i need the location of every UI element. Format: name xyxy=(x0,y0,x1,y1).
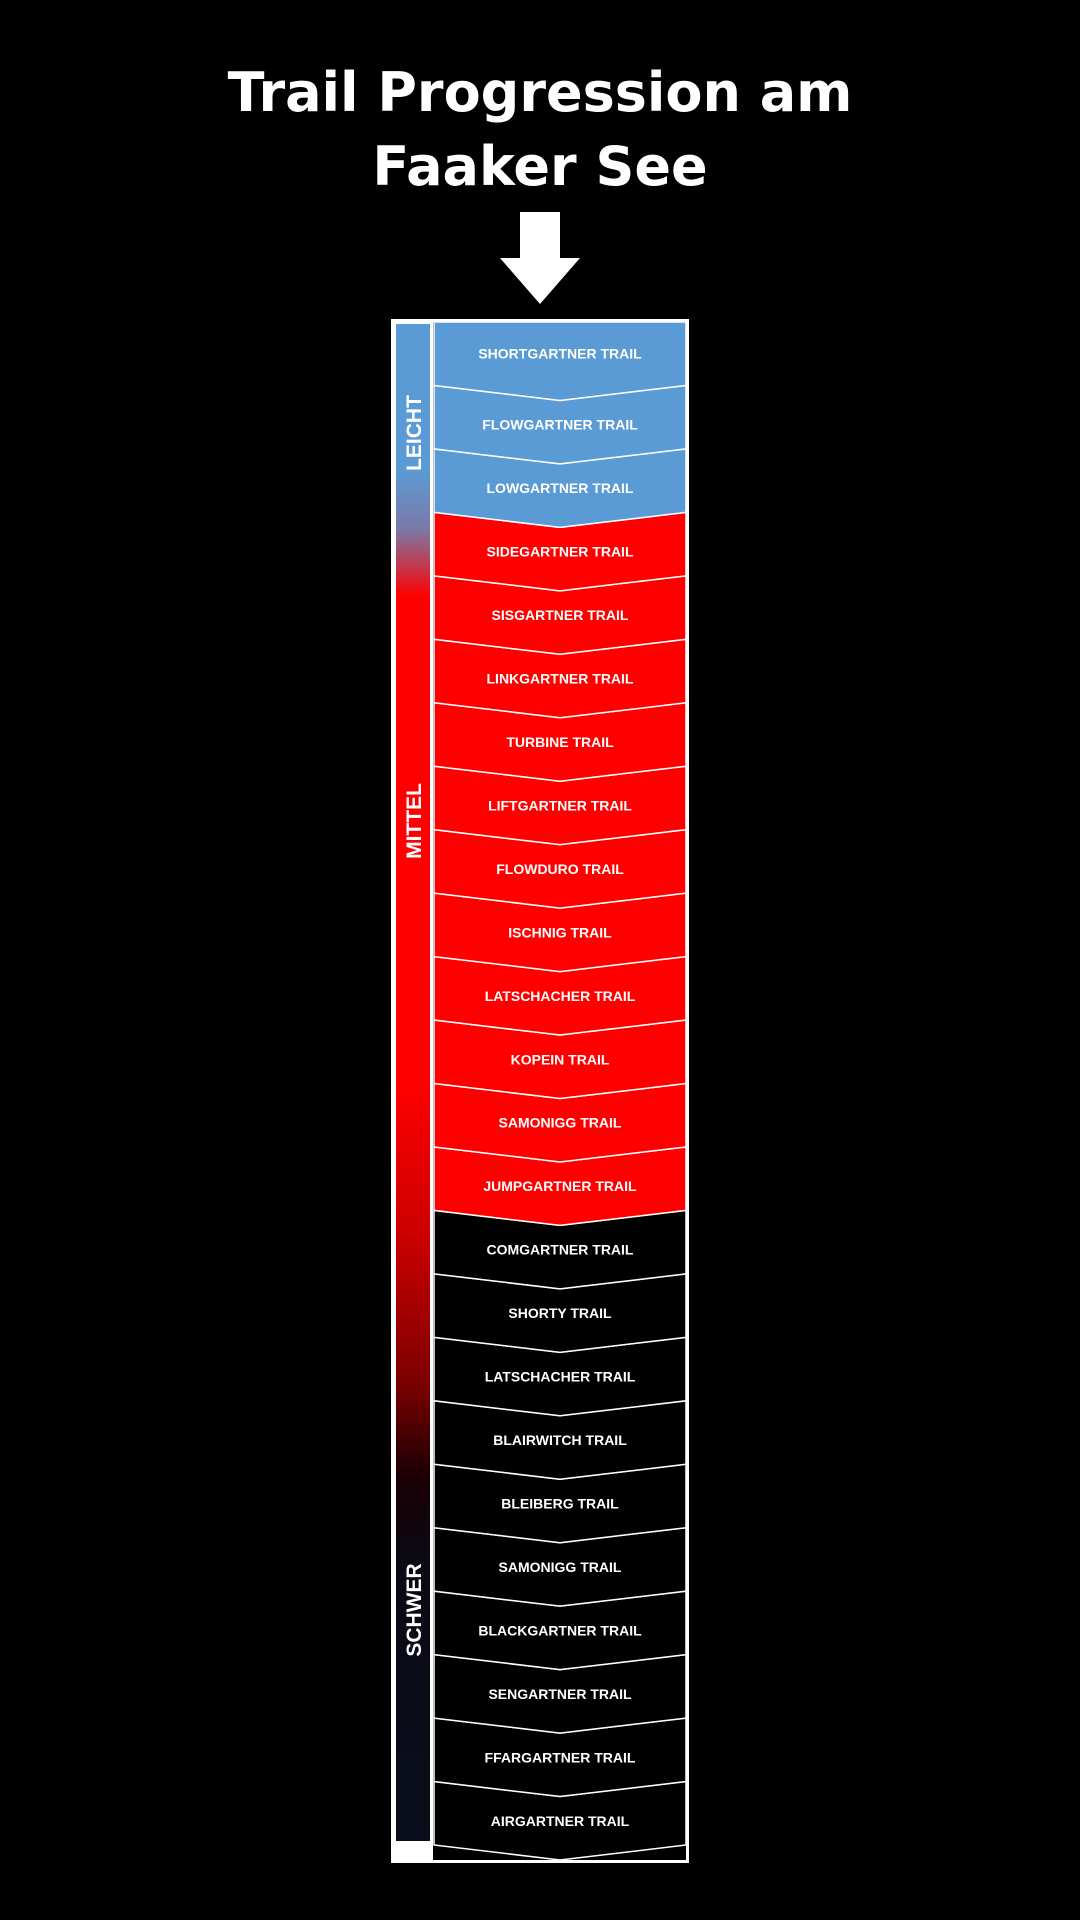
level-label-schwer: SCHWER xyxy=(403,1563,426,1657)
title-line-2: Faaker See xyxy=(372,135,708,198)
trail-name: FFARGARTNER TRAIL xyxy=(484,1749,636,1766)
trail-name: JUMPGARTNER TRAIL xyxy=(483,1178,637,1195)
trail-name: TURBINE TRAIL xyxy=(506,733,614,750)
trail-name: KOPEIN TRAIL xyxy=(510,1051,610,1068)
trail-name: LIFTGARTNER TRAIL xyxy=(488,797,632,814)
trail-name: AIRGARTNER TRAIL xyxy=(490,1812,630,1829)
trail-name: FLOWGARTNER TRAIL xyxy=(482,416,638,433)
trail-name: SIDEGARTNER TRAIL xyxy=(486,543,634,560)
trail-name: COMGARTNER TRAIL xyxy=(486,1241,634,1258)
level-label-mittel: MITTEL xyxy=(403,783,426,859)
trail-name: LINKGARTNER TRAIL xyxy=(486,670,634,687)
trail-list xyxy=(434,322,686,1860)
trail-name: LATSCHACHER TRAIL xyxy=(484,1368,636,1385)
trail-name: FLOWDURO TRAIL xyxy=(496,860,624,877)
trail-name: ISCHNIG TRAIL xyxy=(508,924,612,941)
trail-name: SAMONIGG TRAIL xyxy=(498,1114,622,1131)
trail-name: SAMONIGG TRAIL xyxy=(498,1558,622,1575)
trail-name: BLEIBERG TRAIL xyxy=(501,1495,619,1512)
trail-name: BLACKGARTNER TRAIL xyxy=(478,1622,642,1639)
trail-name: SHORTGARTNER TRAIL xyxy=(478,345,642,362)
trail-name: BLAIRWITCH TRAIL xyxy=(493,1432,627,1449)
trail-name: LOWGARTNER TRAIL xyxy=(486,480,634,497)
trail-name: LATSCHACHER TRAIL xyxy=(484,987,636,1004)
trail-name: SHORTY TRAIL xyxy=(508,1305,612,1322)
level-label-leicht: LEICHT xyxy=(403,395,426,471)
trail-name: SISGARTNER TRAIL xyxy=(491,607,629,624)
title-line-1: Trail Progression am xyxy=(227,61,853,124)
trail-name: SENGARTNER TRAIL xyxy=(488,1685,632,1702)
